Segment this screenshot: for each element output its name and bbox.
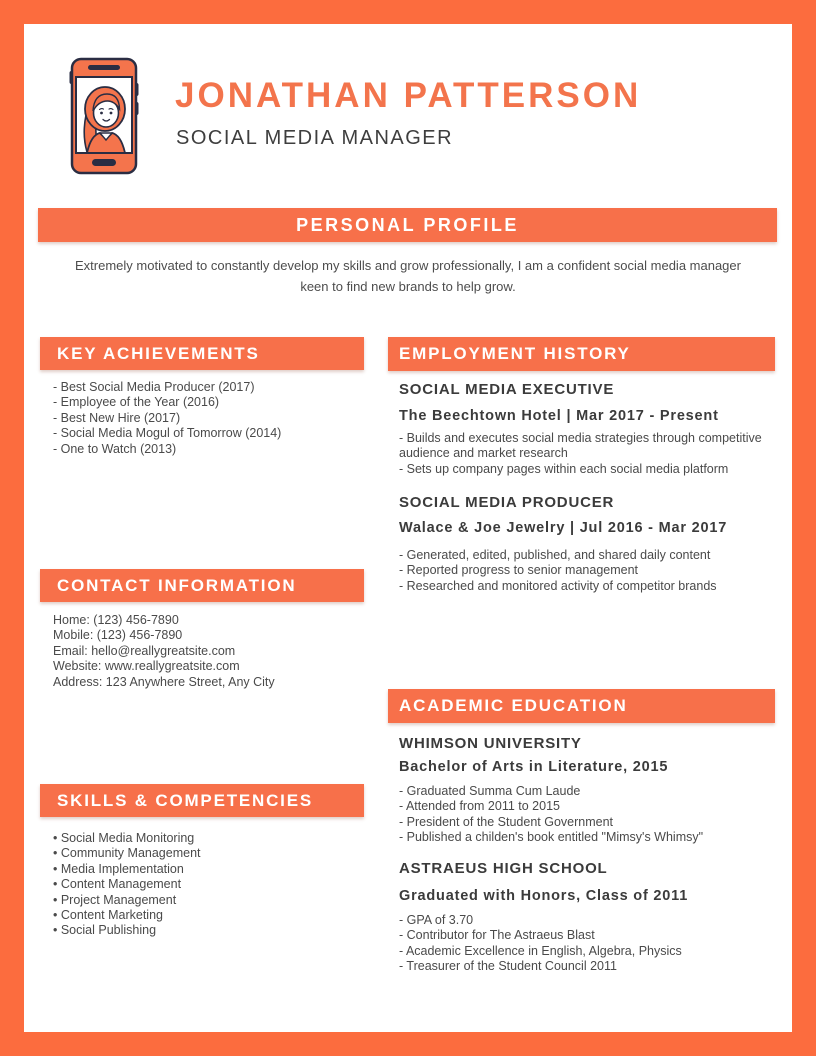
school-bullets [399, 913, 771, 975]
job-company-dates: The Beechtown Hotel | Mar 2017 - Present [399, 408, 719, 424]
phone-avatar-icon [68, 57, 140, 175]
list-item: • Community Management [53, 846, 201, 861]
list-item: - Best Social Media Producer (2017) [53, 380, 255, 394]
list-item: • Social Media Monitoring [53, 831, 195, 845]
section-heading-skills-competencies: SKILLS & COMPETENCIES [40, 784, 364, 817]
list-item: • Project Management [53, 892, 177, 907]
contact-address: Address: 123 Anywhere Street, Any City [53, 674, 275, 689]
list-item: - Academic Excellence in English, Algebra, Physics [399, 943, 682, 958]
list-item: - One to Watch (2013) [53, 441, 177, 456]
list-item: - Employee of the Year (2016) [53, 395, 220, 410]
section-heading-personal-profile: PERSONAL PROFILE [38, 208, 777, 242]
list-item: - GPA of 3.70 [399, 913, 474, 927]
contact-home-phone: Home: (123) 456-7890 [53, 613, 179, 627]
job-bullets [399, 548, 771, 594]
job-role: SOCIAL MEDIA EXECUTIVE [399, 381, 615, 398]
list-item: - Graduated Summa Cum Laude [399, 784, 581, 798]
job-role: SOCIAL MEDIA PRODUCER [399, 494, 615, 511]
list-item: • Media Implementation [53, 861, 184, 876]
list-item: - Best New Hire (2017) [53, 410, 181, 425]
contact-website: Website: www.reallygreatsite.com [53, 659, 240, 674]
list-item: - Generated, edited, published, and shared daily content [399, 548, 711, 562]
person-name: JONATHAN PATTERSON [175, 76, 642, 115]
skills-list [53, 831, 358, 939]
list-item: • Content Management [53, 877, 182, 892]
list-item: - Treasurer of the Student Council 2011 [399, 959, 617, 974]
contact-mobile-phone: Mobile: (123) 456-7890 [53, 628, 183, 643]
school-degree: Bachelor of Arts in Literature, 2015 [399, 759, 669, 775]
list-item: - Researched and monitored activity of competitor brands [399, 578, 717, 593]
list-item: - Published a childen's book entitled "Mimsy's Whimsy" [399, 830, 704, 845]
contact-email: Email: hello@reallygreatsite.com [53, 643, 236, 658]
job-bullets [399, 431, 771, 477]
list-item: - Attended from 2011 to 2015 [399, 799, 560, 814]
section-heading-key-achievements: KEY ACHIEVEMENTS [40, 337, 364, 370]
contact-information-list [53, 613, 358, 690]
list-item: - Sets up company pages within each social media platform [399, 461, 729, 476]
section-heading-contact-information: CONTACT INFORMATION [40, 569, 364, 602]
list-item: - Social Media Mogul of Tomorrow (2014) [53, 426, 282, 441]
person-job-title: SOCIAL MEDIA MANAGER [176, 127, 454, 149]
school-name: ASTRAEUS HIGH SCHOOL [399, 860, 608, 877]
list-item: - Builds and executes social media strategies through competitive audience and market research [399, 431, 762, 461]
school-name: WHIMSON UNIVERSITY [399, 735, 582, 752]
list-item: - President of the Student Government [399, 814, 614, 829]
key-achievements-list [53, 380, 358, 457]
personal-profile-text: Extremely motivated to constantly develop my skills and grow professionally, I am a confident social media manager keen to find new brands to help grow. [75, 258, 741, 295]
school-bullets [399, 784, 771, 846]
section-heading-employment-history: EMPLOYMENT HISTORY [388, 337, 775, 371]
list-item: - Contributor for The Astraeus Blast [399, 928, 595, 943]
section-heading-academic-education: ACADEMIC EDUCATION [388, 689, 775, 723]
school-degree: Graduated with Honors, Class of 2011 [399, 888, 689, 904]
list-item: • Social Publishing [53, 923, 157, 938]
list-item: • Content Marketing [53, 908, 163, 923]
job-company-dates: Walace & Joe Jewelry | Jul 2016 - Mar 2017 [399, 520, 728, 536]
list-item: - Reported progress to senior management [399, 563, 639, 578]
